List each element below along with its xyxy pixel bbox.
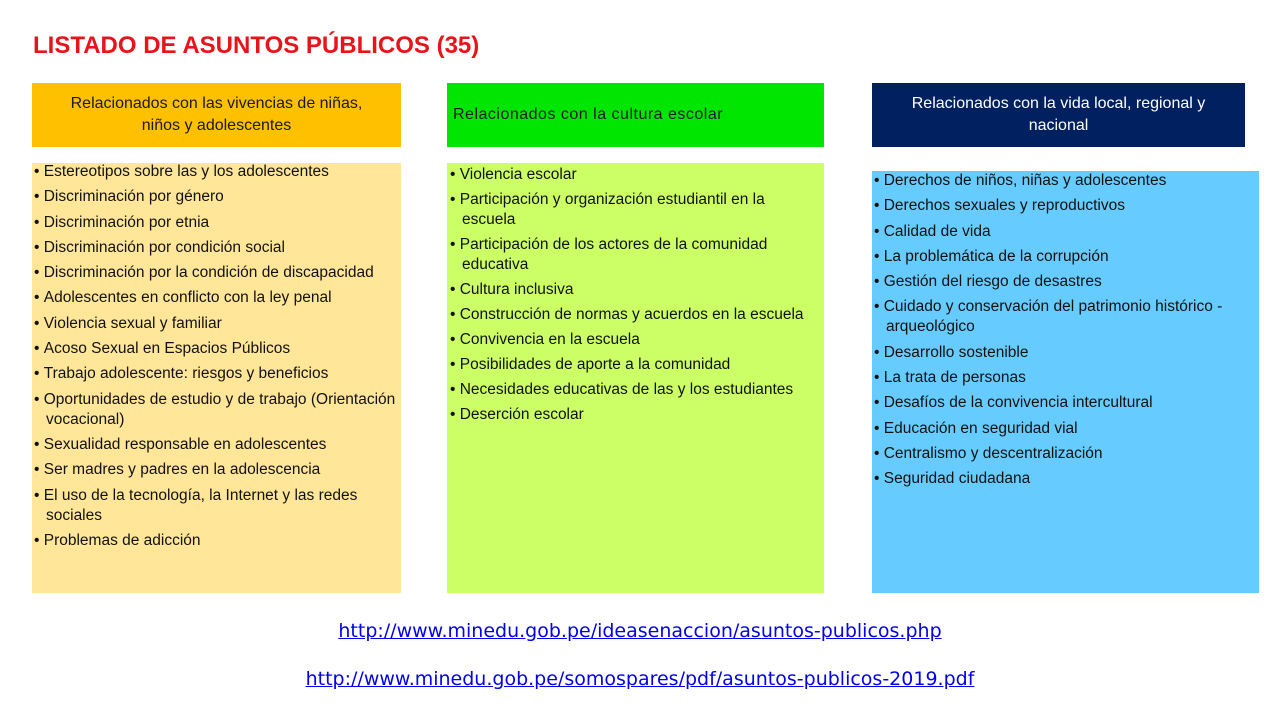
- list-item: • Centralismo y descentralización: [874, 444, 1251, 464]
- list-item: • Derechos de niños, niñas y adolescentes: [874, 171, 1251, 191]
- list-item: • Gestión del riesgo de desastres: [874, 272, 1251, 292]
- list-item: • Deserción escolar: [450, 405, 816, 425]
- list-item: • Cuidado y conservación del patrimonio histórico - arqueológico: [874, 297, 1251, 337]
- list-item: • Desarrollo sostenible: [874, 343, 1251, 363]
- list-cultura-escolar: [447, 163, 824, 593]
- list-item: • Convivencia en la escuela: [450, 330, 816, 350]
- list-item: • Problemas de adicción: [34, 531, 397, 551]
- list-item: • Ser madres y padres en la adolescencia: [34, 460, 397, 480]
- list-item: • Discriminación por etnia: [34, 213, 397, 233]
- list-item: • Estereotipos sobre las y los adolescentes: [34, 162, 397, 182]
- list-item: • Necesidades educativas de las y los estudiantes: [450, 380, 816, 400]
- list-item: • Trabajo adolescente: riesgos y beneficios: [34, 364, 397, 384]
- list-item: • Calidad de vida: [874, 222, 1251, 242]
- list-item: • Construcción de normas y acuerdos en la escuela: [450, 305, 816, 325]
- list-item: • Violencia sexual y familiar: [34, 314, 397, 334]
- list-item: • Educación en seguridad vial: [874, 419, 1251, 439]
- list-item: • El uso de la tecnología, la Internet y las redes sociales: [34, 486, 397, 526]
- list-item: • Participación y organización estudiantil en la escuela: [450, 190, 816, 230]
- list-item: • Violencia escolar: [450, 165, 816, 185]
- list-item: • Desafíos de la convivencia intercultural: [874, 393, 1251, 413]
- list-item: • Discriminación por género: [34, 187, 397, 207]
- list-item: • Sexualidad responsable en adolescentes: [34, 435, 397, 455]
- list-item: • Seguridad ciudadana: [874, 469, 1251, 489]
- column-header-vivencias: Relacionados con las vivencias de niñas, niños y adolescentes: [32, 83, 401, 147]
- list-item: • Discriminación por la condición de discapacidad: [34, 263, 397, 283]
- list-item: • Adolescentes en conflicto con la ley penal: [34, 288, 397, 308]
- column-header-vida-local: Relacionados con la vida local, regional y nacional: [872, 83, 1245, 147]
- list-item: • La trata de personas: [874, 368, 1251, 388]
- list-item: • Oportunidades de estudio y de trabajo (Orientación vocacional): [34, 390, 397, 430]
- list-item: • Acoso Sexual en Espacios Públicos: [34, 339, 397, 359]
- list-vivencias: [32, 163, 401, 593]
- list-item: • Posibilidades de aporte a la comunidad: [450, 355, 816, 375]
- list-item: • Discriminación por condición social: [34, 238, 397, 258]
- column-header-cultura-escolar: Relacionados con la cultura escolar: [447, 83, 824, 147]
- list-item: • La problemática de la corrupción: [874, 247, 1251, 267]
- link-somos-pares-pdf[interactable]: http://www.minedu.gob.pe/somospares/pdf/asuntos-publicos-2019.pdf: [305, 668, 975, 690]
- link-ideas-en-accion[interactable]: http://www.minedu.gob.pe/ideasenaccion/asuntos-publicos.php: [338, 620, 942, 642]
- list-item: • Participación de los actores de la comunidad educativa: [450, 235, 816, 275]
- page-title: LISTADO DE ASUNTOS PÚBLICOS (35): [33, 32, 480, 59]
- list-vida-local: [872, 171, 1259, 593]
- list-item: • Cultura inclusiva: [450, 280, 816, 300]
- list-item: • Derechos sexuales y reproductivos: [874, 196, 1251, 216]
